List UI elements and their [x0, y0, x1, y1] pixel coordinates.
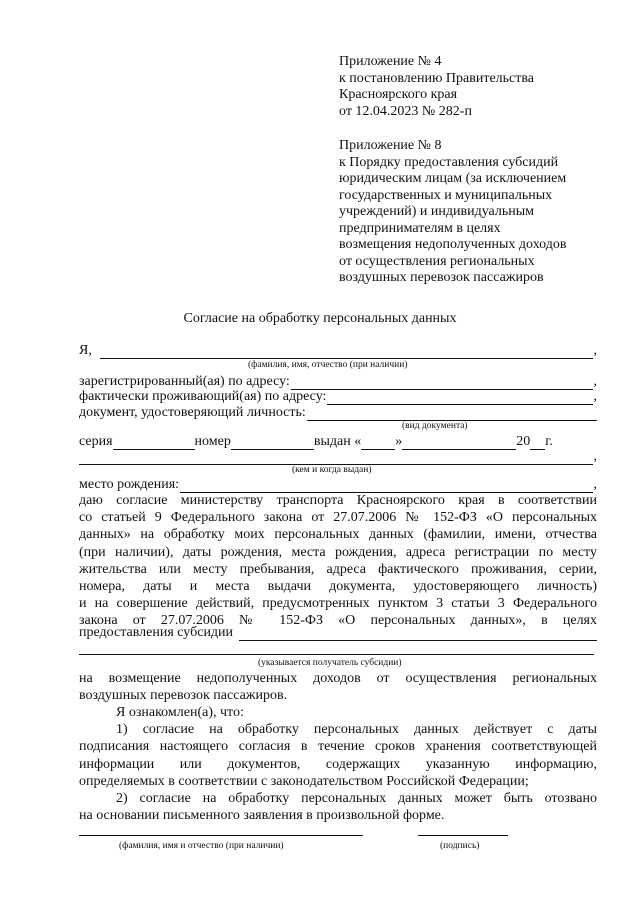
issued-by-hint: (кем и когда выдан)	[292, 465, 372, 475]
year-label: 20	[516, 434, 531, 449]
appendix-8-line: предпринимателям в целях	[339, 220, 501, 236]
recipient-hint: (указывается получатель субсидии)	[258, 658, 402, 668]
clause-1-line: подписания настоящего согласия в течение сроков хранения соответствующей	[79, 739, 597, 755]
clause-1-line: информации или документов, содержащих указанную информацию,	[79, 756, 597, 772]
clause-1-line: определяемых в соответствии с законодательством Российской Федерации;	[79, 773, 529, 789]
consent-line: закона от 27.07.2006 № 152-ФЗ «О персональных данных», в целях	[79, 613, 597, 629]
appendix-8-line: воздушных перевозок пассажиров	[339, 270, 544, 285]
appendix-4-line: Красноярского края	[339, 87, 458, 102]
fio-row	[79, 342, 597, 359]
purpose-paragraph	[79, 670, 597, 704]
birthplace-field[interactable]	[180, 479, 592, 493]
appendix-8-line: от осуществления региональных	[339, 253, 535, 269]
issued-label: выдан «	[313, 434, 362, 449]
document-label: документ, удостоверяющий личность:	[79, 405, 306, 420]
comma: ,	[593, 343, 597, 358]
fio-hint: (фамилия, имя, отчество (при наличии)	[248, 360, 408, 370]
appendix-4-date: от 12.04.2023 № 282-п	[339, 103, 472, 119]
recipient-field-continuation[interactable]	[79, 654, 594, 655]
appendix-8-header	[339, 138, 609, 287]
quote-close: »	[395, 434, 403, 449]
appendix-8-line: учреждений) и индивидуальным	[339, 204, 535, 219]
comma: ,	[593, 477, 597, 492]
signature-hint: (подпись)	[440, 841, 480, 851]
appendix-8-line: возмещения недополученных доходов	[339, 237, 567, 252]
appendix-8-line: юридическим лицам (за исключением	[339, 171, 567, 186]
comma: ,	[593, 389, 597, 404]
fio-field[interactable]	[100, 345, 593, 359]
signature-name-hint: (фамилия, имя и отчество (при наличии)	[119, 841, 284, 851]
consent-line: (при наличии), даты рождения, места рождения, адреса регистрации по месту	[79, 544, 597, 560]
actual-address-label: фактически проживающий(ая) по адресу:	[79, 389, 327, 404]
purpose-line: на возмещение недополученных доходов от осуществления региональных	[79, 671, 597, 686]
subsidy-purpose-label: предоставления субсидии	[79, 625, 234, 640]
document-title: Согласие на обработку персональных данных	[183, 311, 457, 326]
consent-line: и на совершение действий, предусмотренных пунктом 3 статьи 3 Федерального	[79, 596, 597, 612]
number-label: номер	[194, 434, 231, 449]
comma: ,	[593, 374, 597, 389]
birthplace-label: место рождения:	[79, 477, 180, 492]
appendix-8-title: Приложение № 8	[339, 138, 442, 153]
signature-name-field[interactable]	[79, 835, 363, 836]
consent-line: даю согласие министерству транспорта Красноярского края в соответствии	[79, 493, 597, 508]
document-hint: (вид документа)	[402, 421, 468, 431]
consent-paragraph	[79, 492, 597, 630]
consent-line: жительства или месту пребывания, адреса фактического проживания, серии,	[79, 561, 597, 577]
appendix-8-line: государственных и муниципальных	[339, 187, 553, 203]
appendix-8-line: к Порядку предоставления субсидий	[339, 154, 559, 170]
consent-line: номера, даты и места выдачи документа, удостоверяющего личность)	[79, 579, 597, 595]
comma: ,	[593, 449, 597, 464]
document-row	[79, 404, 597, 421]
acknowledgement-intro: Я ознакомлен(а), что:	[116, 705, 244, 720]
clause-1-line: 1) согласие на обработку персональных данных действует с даты	[116, 722, 597, 738]
acknowledgement-section	[79, 704, 597, 824]
birthplace-row	[79, 476, 597, 493]
year-suffix: г.	[545, 434, 553, 449]
document-type-field[interactable]	[307, 407, 597, 421]
recipient-field[interactable]	[239, 627, 597, 641]
series-label: серия	[79, 434, 113, 449]
i-label: Я,	[79, 343, 92, 358]
signature-field[interactable]	[418, 835, 508, 836]
appendix-4-header	[339, 54, 609, 120]
recipient-row	[79, 624, 597, 641]
issued-by-field[interactable]	[79, 451, 593, 465]
actual-address-row	[79, 388, 597, 405]
actual-address-field[interactable]	[327, 391, 592, 405]
purpose-line: воздушных перевозок пассажиров.	[79, 688, 288, 704]
appendix-4-line: к постановлению Правительства	[339, 70, 535, 86]
appendix-4-title: Приложение № 4	[339, 54, 442, 69]
registered-label: зарегистрированный(ая) по адресу:	[79, 374, 290, 389]
issued-by-row	[79, 448, 597, 465]
consent-line: со статьей 9 Федерального закона от 27.07.2006 № 152-ФЗ «О персональных	[79, 510, 597, 526]
consent-line: данных» на обработку моих персональных данных (фамилии, имени, отчества	[79, 527, 597, 543]
clause-2-line: 2) согласие на обработку персональных данных может быть отозвано	[116, 791, 597, 807]
clause-2-line: на основании письменного заявления в произвольной форме.	[79, 808, 445, 824]
